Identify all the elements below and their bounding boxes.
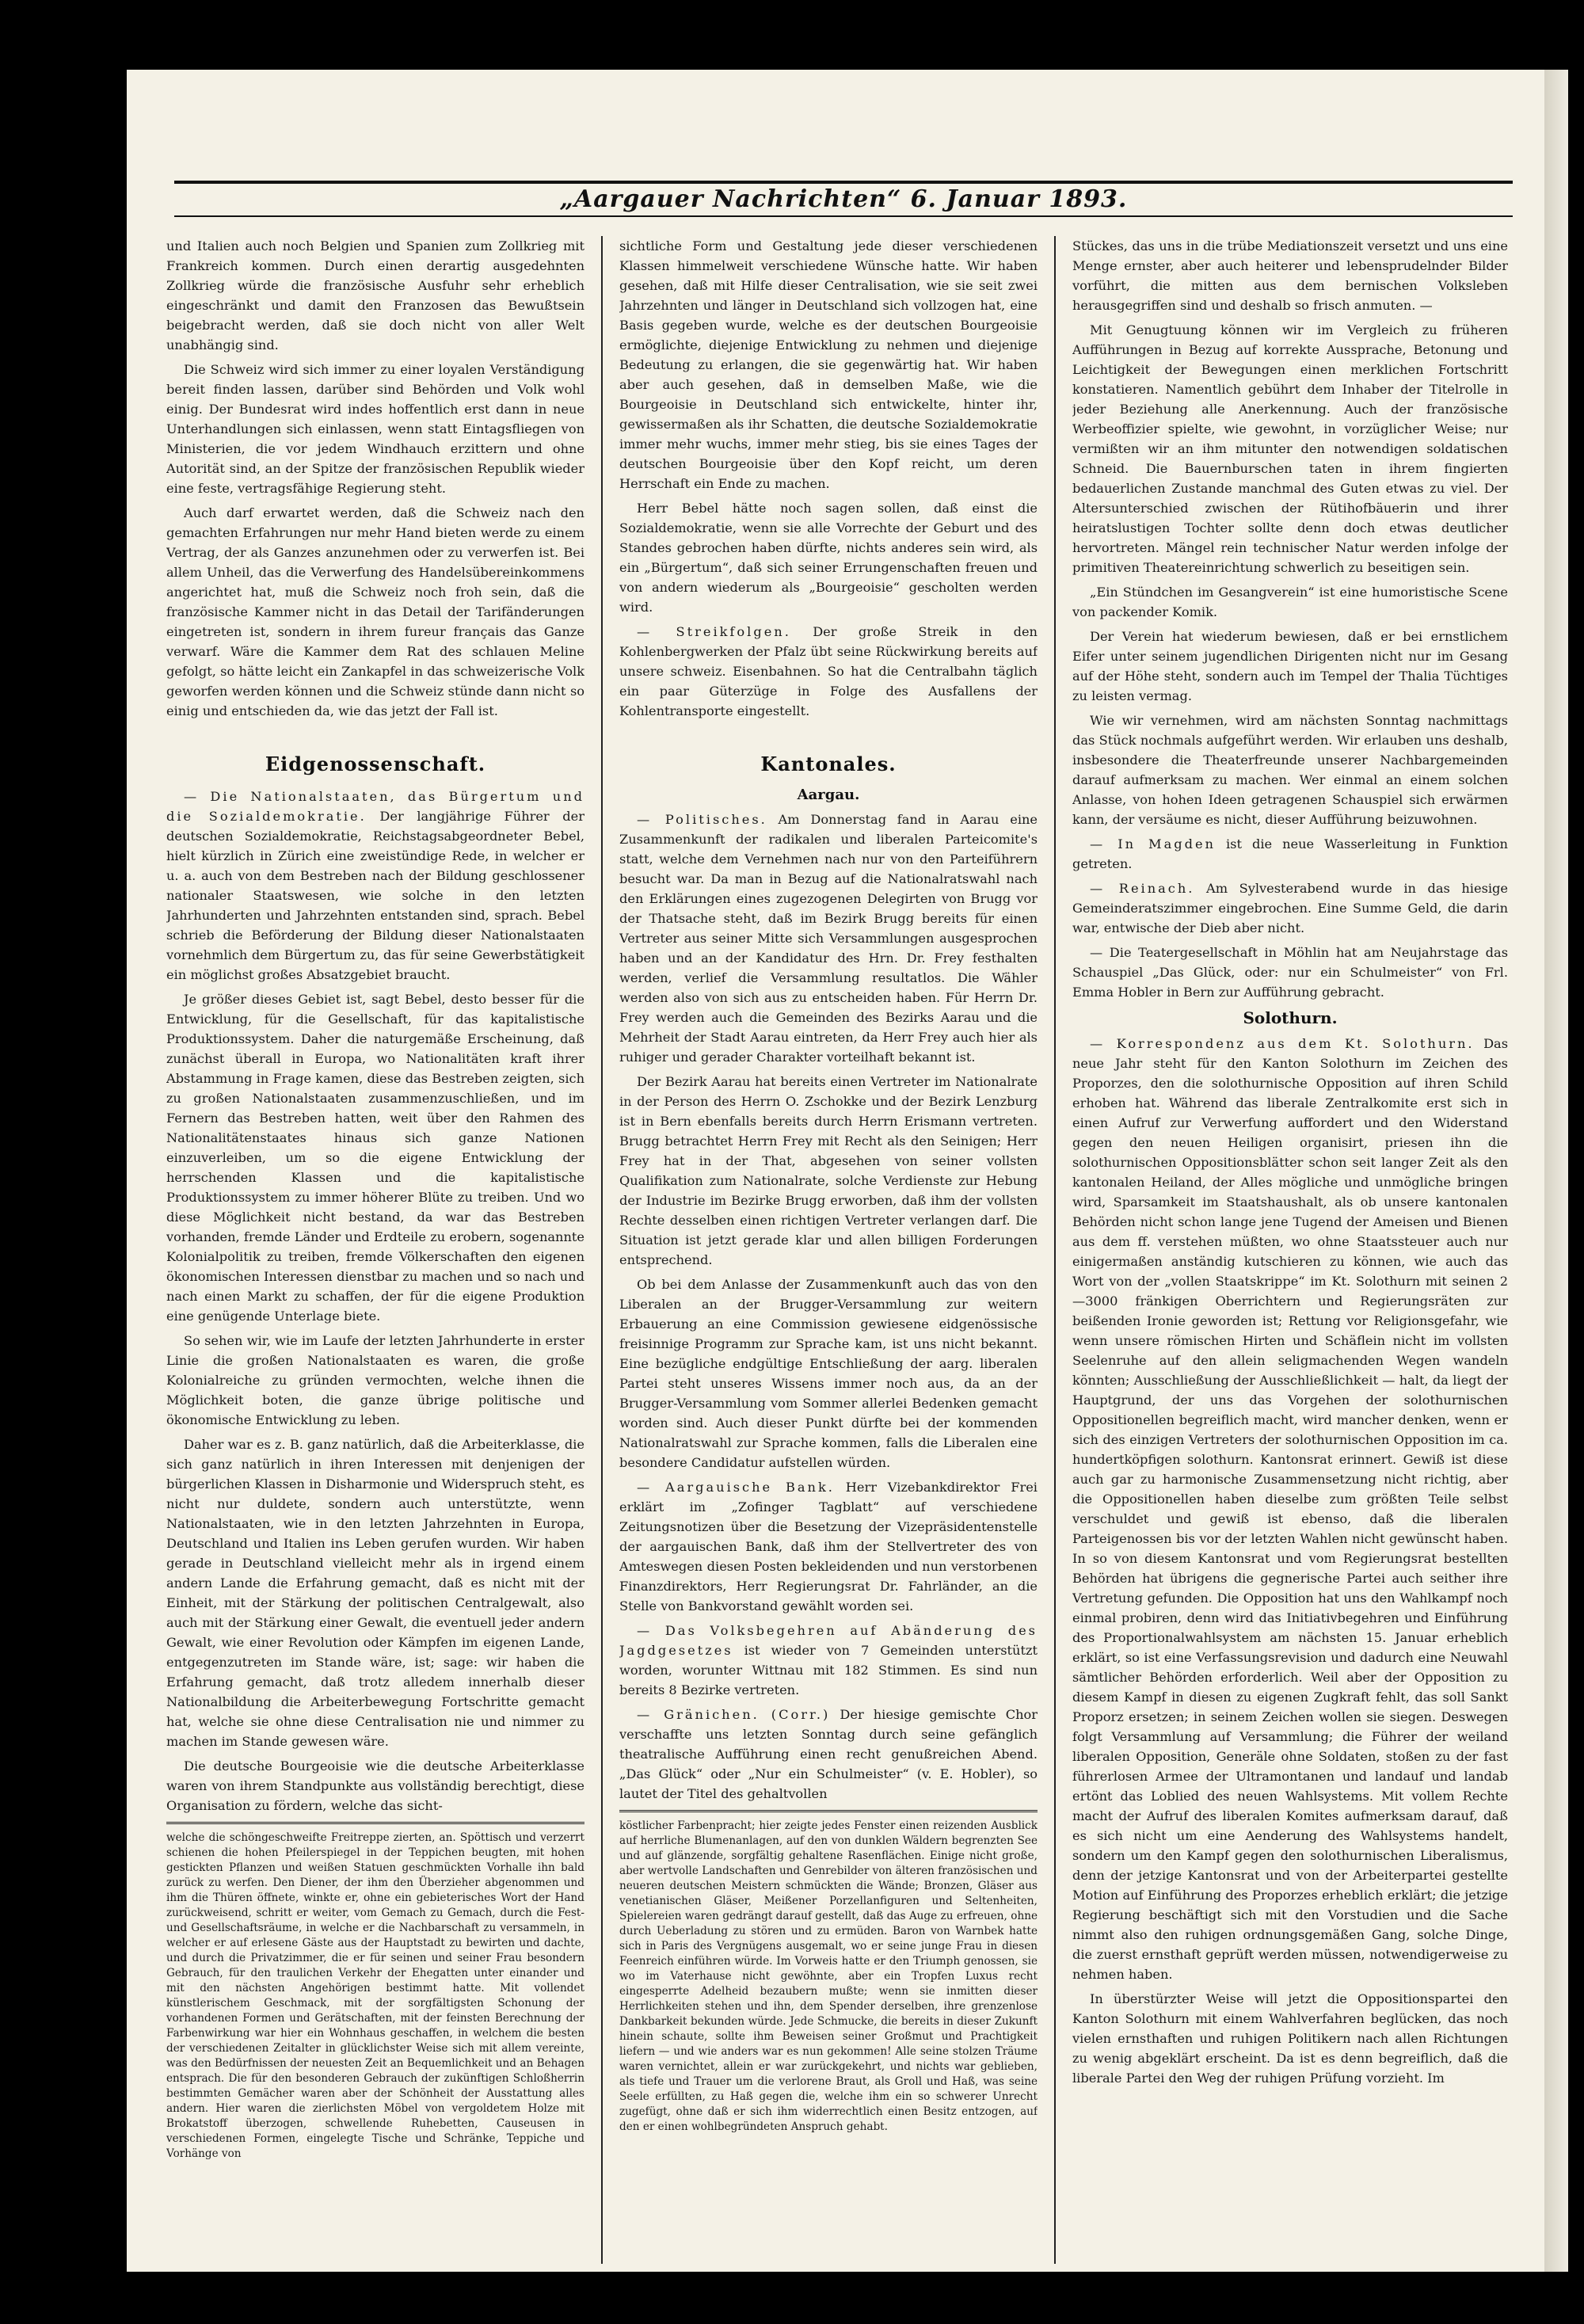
paragraph [1072, 834, 1508, 874]
masthead [174, 181, 1513, 222]
article-lead: — Die Nationalstaaten, das Bürgertum und die Sozialdemokratie. [166, 789, 584, 824]
article-lead: — Das Volksbegehren auf Abänderung des Jagdgesetzes [619, 1623, 1038, 1658]
paragraph: und Italien auch noch Belgien und Spanien zum Zollkrieg mit Frankreich kommen. Durch einen derartig ausgedehnten Zollkrieg würde die französische Ausfuhr sehr erheblich eingeschränkt und damit den Franzosen das Bewußtsein beigebracht werden, daß sie doch nicht von aller Welt unabhängig sind. [166, 238, 584, 352]
paragraph [619, 810, 1038, 1067]
article-text: Herr Vizebankdirektor Frei erklärt im „Zofinger Tagblatt“ auf verschiedene Zeitungsnotizen über die Besetzung der Vizepräsidentenstelle der aargauischen Bank, daß ihm der Stellvertreter des von Amteswegen diesen Posten bekleidenden und nun verstorbenen Finanzdirektors, Herr Regierungsrat Dr. Fahrländer, an die Stelle von Bankvorstand gewählt worden sei. [619, 1480, 1038, 1613]
paragraph: Auch darf erwartet werden, daß die Schweiz nach den gemachten Erfahrungen nur mehr Hand bieten werde zu einem Vertrag, der als Ganzes anzunehmen oder zu verwerfen ist. Bei allem Unheil, das die Verwerfung des Handelsübereinkommens angerichtet hat, muß die Schweiz noch froh sein, daß die französische Kammer nicht in das Detail der Tarifänderungen eingetreten ist, sondern in ihrem fureur français das Ganze verwarf. Wäre die Kammer dem Rat des schlauen Meline gefolgt, so hätte leicht ein Zankapfel in das schweizerische Volk geworfen werden können und die Schweiz stünde dann nicht so einig und entschieden da, wie das jetzt der Fall ist. [166, 505, 584, 718]
article-text: Der große Streik in den Kohlenbergwerken der Pfalz übt seine Rückwirkung bereits auf unsere schweiz. Eisenbahnen. So hat die Centralbahn täglich ein paar Güterzüge in Folge des Ausfallens der Kohlentransporte eingestellt. [619, 624, 1038, 718]
article-lead: — Korrespondenz aus dem Kt. Solothurn. [1090, 1036, 1475, 1051]
paragraph: Ob bei dem Anlasse der Zusammenkunft auch das von den Liberalen an der Brugger-Versammlung zur weitern Erbauerung an eine Commission gewiesene eidgenössische freisinnige Programm zur Sprache kam, ist uns nicht bekannt. Eine bezügliche endgültige Entschließung der aarg. liberalen Partei steht unseres Wissens immer noch aus, da an der Brugger-Versammlung vom Sommer allerlei Bedenken gemacht worden sind. Auch dieser Punkt dürfte bei der kommenden Nationalratswahl zur Sprache kommen, falls die Liberalen eine besondere Candidatur aufstellen würden. [619, 1277, 1038, 1470]
paragraph: sichtliche Form und Gestaltung jede dieser verschiedenen Klassen himmelweit verschiedene Wünsche hatte. Wir haben gesehen, daß mit Hilfe dieser Centralisation, wie sie seit zwei Jahrzehnten und länger in Deutschland sich vollzogen hat, eine Basis gegeben wurde, welche es der deutschen Bourgeoisie ermöglichte, diejenige Entwicklung zu nehmen und diejenige Bedeutung zu erlangen, die sie gegenwärtig hat. Wir haben aber auch gesehen, daß in demselben Maße, wie die Bourgeoisie in Deutschland sich entwickelte, hinter ihr, gewissermaßen als ihr Schatten, die deutsche Sozialdemokratie immer mehr wuchs, immer mehr stieg, bis sie eines Tages der deutschen Bourgeoisie über den Kopf reicht, um deren Herrschaft ein Ende zu machen. [619, 238, 1038, 491]
masthead-rule-bottom [174, 215, 1513, 217]
paragraph: Stückes, das uns in die trübe Mediationszeit versetzt und uns eine Menge ernster, aber auch heiterer und lebensprudelnder Bilder vorführt, die mitten aus dem bernischen Volksleben herausgegriffen sind und deshalb so frisch anmuten. — [1072, 238, 1508, 313]
masthead-title: „Aargauer Nachrichten“ 6. Januar 1893. [559, 185, 1128, 213]
paragraph: Die deutsche Bourgeoisie wie die deutsche Arbeiterklasse waren von ihrem Standpunkte aus vollständig berechtigt, diese Organisation zu fördern, welche das sicht- [166, 1758, 584, 1813]
feuilleton-text: welche die schöngeschweifte Freitreppe zierten, an. Spöttisch und verzerrt schienen die hohen Pfeilerspiegel in der Teppichen beugten, mit hohen gestickten Pflanzen und weißen Statuen geschmückten Vorhalle ihn bald zurück zu werfen. Den Diener, der ihm den Überzieher abgenommen und ihm die Thüren öffnete, winkte er, ohne ein gebieterisches Wort der Hand zurückweisend, schritt er weiter, vom Gemach zu Gemach, durch die Fest- und Gesellschaftsräume, in welche er die Nachbarschaft zu versammeln, in welcher er auf erlesene Gäste aus der Hauptstadt zu bewirten und dachte, und durch die Privatzimmer, die er für seinen und seiner Frau besondern Gebrauch, für den traulichen Verkehr der Ehegatten unter einander und mit den nächsten Angehörigen bestimmt hatte. Mit vollendet künstlerischem Geschmack, mit der sorgfältigsten Schonung der vorhandenen Formen und Gerätschaften, mit der feinsten Berechnung der Farbenwirkung war hier ein Wohnhaus geschaffen, in welchem die besten der verschiedenen Zeitalter in glücklichster Weise sich mit allem vereinte, was den Bedürfnissen der neuesten Zeit an Bequemlichkeit und an Behagen entsprach. Die für den besonderen Gebrauch der zukünftigen Schloßherrin bestimmten Gemächer waren aber der Schönheit der Ausstattung alles andern. Hier waren die zierlichsten Möbel von vergoldetem Holze mit Brokatstoff überzogen, schwellende Ruhebetten, Causeusen in verschiedenen Formen, eingelegte Tische und Schränke, Teppiche und Vorhänge von [166, 1831, 584, 2160]
article-text: ist wieder von 7 Gemeinden unterstützt worden, worunter Wittnau mit 182 Stimmen. Es sind nun bereits 8 Bezirke vertreten. [619, 1643, 1038, 1697]
feuilleton [619, 1819, 1038, 2135]
subheading-solothurn: Solothurn. [1243, 1008, 1338, 1027]
paragraph: „Ein Stündchen im Gesangverein“ ist eine humoristische Scene von packender Komik. [1072, 585, 1508, 619]
paragraph: Die Schweiz wird sich immer zu einer loyalen Verständigung bereit finden lassen, darüber sind Behörden und Volk wohl einig. Der Bundesrat wird indes hoffentlich erst dann in neue Unterhandlungen sich einlassen, wenn statt Eintagsfliegen von Ministerien, die vor jedem Windhauch erzittern und ohne Autorität sind, an der Spitze der französischen Republik wieder eine feste, vertragsfähige Regierung steht. [166, 362, 584, 496]
paragraph [619, 1477, 1038, 1616]
paragraph [1072, 1034, 1508, 1984]
paragraph: Je größer dieses Gebiet ist, sagt Bebel, desto besser für die Entwicklung, für die Gesellschaft, für das kapitalistische Produktionssystem. Daher die naturgemäße Erscheinung, daß zunächst überall in Europa, wo Nationalitäten kraft ihrer Abstammung in Frage kamen, diese das Bestreben zeigten, sich zu großen Nationalstaaten zusammenzuschließen, und im Fernern das Bestreben hatten, weit über den Rahmen des Nationalitätenstaates hinaus sich ganze Nationen einzuverleiben, um so die eigene Entwicklung der herrschenden Klassen und die kapitalistische Produktionssystem zu immer höherer Blüte zu treiben. Und wo diese Möglichkeit nicht bestand, da war das Bestreben vorhanden, fremde Länder und Erdteile zu erobern, sogenannte Kolonialpolitik zu treiben, fremde Völkerschaften den eigenen ökonomischen Interessen dienstbar zu machen und so nach und nach einen Markt zu schaffen, der für die eigene Produktion eine genügende Unterlage biete. [166, 992, 584, 1324]
next-page-edge [1544, 70, 1568, 2272]
paragraph: — Die Teatergesellschaft in Möhlin hat am Neujahrstage das Schauspiel „Das Glück, oder: nur ein Schulmeister“ von Frl. Emma Hobler in Bern zur Aufführung gebracht. [1072, 945, 1508, 1000]
section-heading-kantonales: Kantonales. [760, 752, 897, 775]
paragraph: Herr Bebel hätte noch sagen sollen, daß einst die Sozialdemokratie, wenn sie alle Vorrechte der Geburt und des Standes gebrochen haben dürfte, nichts anderes sein wird, als ein „Bürgertum“, daß sich seiner Errungenschaften freuen und von andern wiederum als „Bourgeoisie“ gescholten werden wird. [619, 501, 1038, 615]
paragraph: Der Bezirk Aarau hat bereits einen Vertreter im Nationalrate in der Person des Herrn O. Zschokke und der Bezirk Lenzburg ist in Bern ebenfalls bereits durch Herrn Erismann vertreten. Brugg betrachtet Herrn Frey mit Recht als den Seinigen; Herr Frey hat in der That, abgesehen von seiner vollsten Qualifikation zum Nationalrate, solche Verdienste zur Hebung der Industrie im Bezirke Brugg erworben, daß ihm der vollsten Rechte desselben einen richtigen Vertreter verlangen darf. Die Situation ist jetzt gerade klar und allen billigen Forderungen entsprechend. [619, 1074, 1038, 1267]
paragraph: Der Verein hat wiederum bewiesen, daß er bei ernstlichem Eifer unter seinem jugendlichen Dirigenten nicht nur im Gesang auf der Höhe steht, sondern auch im Tempel der Thalia Tüchtiges zu leisten vermag. [1072, 629, 1508, 703]
feuilleton-divider [166, 1822, 584, 1824]
paragraph: Wie wir vernehmen, wird am nächsten Sonntag nachmittags das Stück nochmals aufgeführt werden. Wir erlauben uns deshalb, insbesondere die Theaterfreunde unserer Nachbargemeinden darauf aufmerksam zu machen. Wer einmal an einem solchen Anlasse, von hohen Ideen getragenen Schauspiel sich erwärmen kann, der versäume es nicht, dieser Aufführung beizuwohnen. [1072, 713, 1508, 827]
column-3 [1072, 236, 1508, 2264]
feuilleton-divider [619, 1810, 1038, 1812]
article-text: Der langjährige Führer der deutschen Sozialdemokratie, Reichstagsabgeordneter Bebel, hielt kürzlich in Zürich eine zweistündige Rede, in welcher er u. a. auch von dem Bestreben nach der Bildung geschlossener nationaler Staatswesen, wie solche in den letzten Jahrhunderten und Jahrzehnten entstanden sind, sprach. Bebel schrieb die Beförderung der Bildung dieser Nationalstaaten vornehmlich dem Bürgertum zu, das für seine Gewerbstätigkeit ein möglichst großes Absatzgebiet braucht. [166, 809, 584, 982]
paragraph: In überstürzter Weise will jetzt die Oppositionspartei den Kanton Solothurn mit einem Wahlverfahren beglücken, das noch vielen ernsthaften und ruhigen Politikern nach allen Richtungen zu wenig abgeklärt erscheint. Da ist es denn begreiflich, daß die liberale Partei den Weg der ruhigen Prüfung vorzieht. Im [1072, 1991, 1508, 2086]
article-lead: — Streikfolgen. [637, 624, 791, 639]
paragraph [166, 787, 584, 985]
column-2 [619, 236, 1038, 2264]
masthead-rule-top [174, 181, 1513, 184]
column-1 [166, 236, 584, 2264]
paragraph [1072, 878, 1508, 938]
article-text: Am Donnerstag fand in Aarau eine Zusammenkunft der radikalen und liberalen Parteicomite's statt, welche dem Vernehmen nach nur von den Parteiführern besucht war. Da man in Bezug auf die Nationalratswahl nach den Erklärungen eines zugezogenen Delegirten von Brugg vor der Thatsache steht, daß im Bezirk Brugg bereits für einen Vertreter aus seiner Mitte sich Versammlungen ausgesprochen haben und an der Kandidatur des Hrn. Dr. Frey festhalten werden, verlief die Versammlung resultatlos. Die Wähler werden also von sich aus zu entscheiden haben. Für Herrn Dr. Frey werden auch die Gemeinden des Bezirks Aarau und die Mehrheit der Stadt Aarau eintreten, da Herr Frey auch hier als ruhiger und gerader Charakter vorteilhaft bekannt ist. [619, 812, 1038, 1065]
paragraph: Daher war es z. B. ganz natürlich, daß die Arbeiterklasse, die sich ganz natürlich in ihren Interessen mit denjenigen der bürgerlichen Klassen in Disharmonie und Widerspruch steht, es nicht nur duldete, sondern auch unterstützte, wenn Nationalstaaten, wie in den letzten Jahrzehnten in Europa, Deutschland und Italien ins Leben gerufen wurden. Wir haben gerade in Deutschland vielleicht mehr als in irgend einem andern Lande die Erfahrung gemacht, daß es nicht mit der Einheit, mit der Stärkung der politischen Centralgewalt, also auch mit der Stärkung einer Gewalt, die eventuell jeder andern Gewalt, wie einer Revolution oder Kämpfen im eigenen Lande, entgegenzutreten im Stande wäre, ist; sage: wir haben die Erfahrung gemacht, daß trotz alledem innerhalb dieser Nationalbildung die Arbeiterbewegung Fortschritte gemacht hat, welche sie ohne diese Centralisation nie und nimmer zu machen im Stande gewesen wäre. [166, 1437, 584, 1749]
article-lead: — Gränichen. (Corr.) [637, 1707, 831, 1722]
article-lead: — Aargauische Bank. [637, 1480, 835, 1495]
feuilleton-text: köstlicher Farbenpracht; hier zeigte jedes Fenster einen reizenden Ausblick auf herrliche Blumenanlagen, auf den von dunklen Wäldern begrenzten See und auf glänzende, sorgfältig gehaltene Rasenflächen. Einige nicht große, aber wertvolle Landschaften und Genrebilder von älteren französischen und neueren deutschen Meistern schmückten die Wände; Bronzen, Gläser aus venetianischen Gläser, Meißener Porzellanfiguren und Seltenheiten, Spielereien waren gedrängt darauf gestellt, daß das Auge zu erfreuen, ohne durch Ueberladung zu stören und zu ermüden. Baron von Warnbek hatte sich in Paris des Vergnügens ausgemalt, wo er seine junge Frau in diesen Feenreich einführen würde. Im Vorweis hatte er den Triumph genossen, sie wo im Vaterhause nicht gewöhnte, aber ein Tropfen Luxus recht eingesperrte Adelheid bezaubern mußte; wenn sie inmitten dieser Herrlichkeiten stehen und ihn, dem Spender derselben, ihre grenzenlose Dankbarkeit bekunden würde. Jede Schmucke, die bereits in dieser Zukunft hinein schaute, sollte ihm Beweisen seiner Großmut und Prachtigkeit liefern — und wie anders war es nun gekommen! Alle seine stolzen Träume waren vernichtet, allein er war zurückgekehrt, und nichts war geblieben, als tiefe und Trauer um die verlorene Braut, als Groll und Haß, was seine Seele erfüllten, zu Haß gegen die, welche ihm ein so schwerer Unrecht zugefügt, ohne daß er sich ihm widerrechtlich einen Besitz entzogen, auf den er einen wohlbegründeten Anspruch gehabt. [619, 1819, 1038, 2133]
article-text: Der hiesige gemischte Chor verschaffte uns letzten Sonntag durch seine gefänglich theatralische Aufführung einen recht genußreichen Abend. „Das Glück“ oder „Nur ein Schulmeister“ (v. E. Hobler), so lautet der Titel des gehaltvollen [619, 1707, 1038, 1801]
paragraph: Mit Genugtuung können wir im Vergleich zu früheren Aufführungen in Bezug auf korrekte Aussprache, Betonung und Leichtigkeit der Bewegungen einen merklichen Fortschritt konstatieren. Namentlich gebührt dem Inhaber der Titelrolle in jeder Beziehung alle Anerkennung. Auch der französische Werbeoffizier spielte, wie gewohnt, in vorzüglicher Weise; nur vermißten wir an ihm mitunter den notwendigen soldatischen Schneid. Die Bauernburschen taten in ihrem fingierten bedauerlichen Zustande manchmal des Guten etwas zu viel. Der Altersunterschied zwischen der Rütihofbäuerin und ihrer heiratslustigen Tochter sollte denn doch etwas deutlicher hervortreten. Mängel rein technischer Natur werden infolge der primitiven Theatereinrichtung schwerlich zu beseitigen sein. [1072, 322, 1508, 575]
paragraph [619, 1621, 1038, 1700]
article-columns [166, 236, 1529, 2264]
article-text: Am Sylvesterabend wurde in das hiesige Gemeinderatszimmer eingebrochen. Eine Summe Geld, die darin war, entwische der Dieb aber nicht. [1072, 881, 1508, 935]
article-lead: — In Magden [1090, 836, 1216, 851]
article-lead: — Reinach. [1090, 881, 1195, 896]
paragraph: So sehen wir, wie im Laufe der letzten Jahrhunderte in erster Linie die großen Nationalstaaten es waren, die große Kolonialreiche zu gründen vermochten, welche ihnen die Möglichkeit boten, die ganze übrige politische und ökonomische Entwicklung zu leben. [166, 1333, 584, 1427]
paragraph [619, 622, 1038, 721]
paragraph [619, 1705, 1038, 1804]
feuilleton [166, 1831, 584, 2162]
article-text: ist die neue Wasserleitung in Funktion getreten. [1072, 836, 1508, 871]
subheading-aargau: Aargau. [797, 787, 860, 803]
column-divider [1054, 236, 1056, 2264]
article-lead: — Politisches. [637, 812, 767, 827]
newspaper-page [127, 70, 1568, 2272]
article-text: Das neue Jahr steht für den Kanton Solothurn im Zeichen des Proporzes, den die solothurnische Opposition auf ihren Schild erhoben hat. Während das liberale Zentralkomite erst sich in einen Aufruf zur Verwerfung auffordert und den Widerstand gegen den neuen Heiligen organisirt, priesen ihn die solothurnischen Oppositionsblätter schon seit langer Zeit als den kantonalen Heiland, der Alles mögliche und unmögliche bringen wird, Sparsamkeit im Staatshaushalt, als ob unsere kantonalen Behörden nicht schon lange jene Tugend der Ameisen und Bienen aus dem ff. verstehen müßten, wo ohne Staatssteuer auch nur einigermaßen anständig kutschieren zu können, wie auch das Wort von der „vollen Staatskrippe“ im Kt. Solothurn mit seinen 2—3000 fränkigen Oberrichtern und Regierungsräten zur beißenden Ironie geworden ist; Rettung vor Religionsgefahr, wie wenn unsere römischen Hirten und Schäflein nicht im vollsten Seelenruhe auf den allein seligmachenden Wegen wandeln könnten; Ausschließung der Ausschließlichkeit — halt, da liegt der Hauptgrund, der uns das Vorgehen der solothurnischen Oppositionellen begreiflich macht, wird mancher denken, wenn er sich des einzigen Vertreters der solothurnischen Opposition im ca. hundertköpfigen solothurn. Kantonsrat erinnert. Gewiß ist diese auch gar zu harmonische Zusammensetzung nicht richtig, aber die Oppositionellen haben dieselbe zum größten Teile selbst verschuldet und gewiß ist ebenso, daß die liberalen Parteigenossen bis vor der letzten Wahlen nicht gewünscht haben. In so von diesem Kantonsrat und vom Regierungsrat bestellten Behörden hat übrigens die gegnerische Partei auch seither ihre Vertretung gefunden. Die Opposition hat uns den Wahlkampf noch einmal probiren, denn wird das Initiativbegehren und Einführung des Proportionalwahlsystem am nächsten 15. Januar erheblich erklärt, so ist eine Verfassungsrevision und dadurch eine Neuwahl sämtlicher Behörden erforderlich. Weil aber der Opposition zu diesem Kampf in diesen zu eigenen Zugkraft fehlt, das soll Sankt Proporz ersetzen; in seinem Zeichen wollen sie siegen. Deswegen folgt Versammlung auf Versammlung; die Führer der weiland liberalen Opposition, Generäle ohne Soldaten, stoßen zu der fast führerlosen Armee der Ultramontanen und landauf und landab ertönt das Loblied des neuen Wahlsystems. Mit vollem Rechte macht der Aufruf des liberalen Komites aufmerksam darauf, daß es sich nicht um eine Aenderung des Wahlsystems handelt, sondern um den Kampf gegen den solothurnischen Liberalismus, denn der jetzige Kantonsrat und von der Arbeiterpartei gestellte Motion auf Einführung des Proporzes erheblich erklärt; die jetzige Regierung beschäftigt sich mit den Vorstudien und die Sache nimmt also den ruhigen ordnungsgemäßen Gang, solche Dinge, die zuerst ernsthaft geprüft werden müssen, notwendigerweise zu nehmen haben. [1072, 1036, 1508, 1982]
column-divider [601, 236, 603, 2264]
section-heading-eidgenossenschaft: Eidgenossenschaft. [265, 752, 486, 775]
